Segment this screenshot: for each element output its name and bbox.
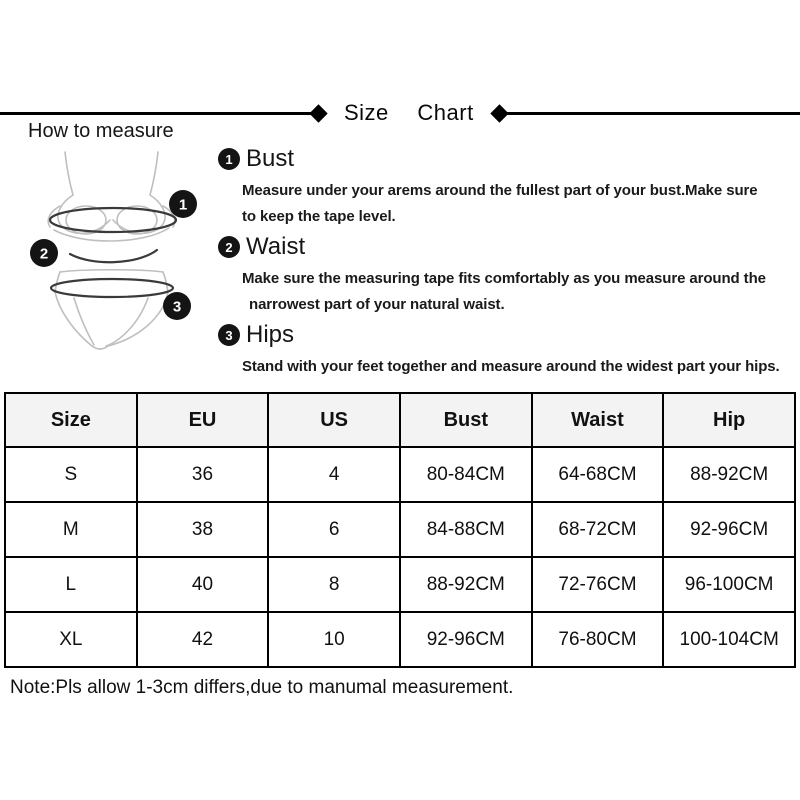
- diamond-icon: [309, 104, 327, 122]
- table-header-row: [5, 393, 795, 447]
- table-cell: 36: [137, 447, 269, 502]
- section-bust: [218, 144, 796, 230]
- figure-marker-3: [163, 292, 191, 320]
- table-cell: 76-80CM: [532, 612, 664, 667]
- size-table: [4, 392, 796, 668]
- section-hips-heading-row: [218, 320, 796, 350]
- note-text: Note:Pls allow 1-3cm differs,due to manumal measurement.: [10, 677, 514, 698]
- section-hips-line-1: Stand with your feet together and measure around the widest part your hips.: [242, 358, 780, 375]
- column-header-size: Size: [5, 393, 137, 447]
- table-cell: 96-100CM: [663, 557, 795, 612]
- section-bust-body: [242, 174, 796, 230]
- column-header-us: US: [268, 393, 400, 447]
- table-cell: 64-68CM: [532, 447, 664, 502]
- figure-marker-1: [169, 190, 197, 218]
- table-cell: 100-104CM: [663, 612, 795, 667]
- section-hips: [218, 320, 796, 380]
- table-cell: 88-92CM: [663, 447, 795, 502]
- table-row: [5, 612, 795, 667]
- table-row: [5, 447, 795, 502]
- section-waist-line-2: narrowest part of your natural waist.: [249, 296, 505, 313]
- column-header-hip: Hip: [663, 393, 795, 447]
- bikini-measure-illustration: [22, 146, 222, 354]
- section-waist: [218, 232, 796, 318]
- table-cell: 72-76CM: [532, 557, 664, 612]
- column-header-bust: Bust: [400, 393, 532, 447]
- table-cell: M: [5, 502, 137, 557]
- step-2-badge: 2: [218, 236, 240, 258]
- measure-instructions: [218, 144, 796, 382]
- section-hips-heading: Hips: [246, 321, 295, 348]
- title-rule-left: [0, 112, 312, 115]
- hip-tape-ellipse: [51, 279, 173, 297]
- svg-text:1: 1: [178, 196, 188, 214]
- step-1-badge: 1: [218, 148, 240, 170]
- how-to-measure-heading: How to measure: [28, 120, 174, 142]
- table-cell: 4: [268, 447, 400, 502]
- title-rule-right: [506, 112, 800, 115]
- section-hips-body: [242, 350, 796, 380]
- section-bust-heading: Bust: [246, 145, 295, 172]
- section-waist-line-1: Make sure the measuring tape fits comfortably as you measure around the: [242, 270, 766, 287]
- svg-text:2: 2: [39, 245, 49, 263]
- figure-marker-2: [30, 239, 58, 267]
- svg-text:3: 3: [172, 298, 182, 316]
- table-cell: 10: [268, 612, 400, 667]
- column-header-eu: EU: [137, 393, 269, 447]
- section-bust-line-1: Measure under your arems around the fullest part of your bust.Make sure: [242, 182, 758, 199]
- column-header-waist: Waist: [532, 393, 664, 447]
- waist-tape-arc: [70, 250, 157, 262]
- page-title: Size Chart: [344, 100, 474, 125]
- step-3-badge: 3: [218, 324, 240, 346]
- table-cell: 84-88CM: [400, 502, 532, 557]
- table-cell: 92-96CM: [663, 502, 795, 557]
- table-cell: XL: [5, 612, 137, 667]
- table-cell: L: [5, 557, 137, 612]
- table-row: [5, 502, 795, 557]
- table-cell: 68-72CM: [532, 502, 664, 557]
- section-bust-heading-row: [218, 144, 796, 174]
- table-cell: 40: [137, 557, 269, 612]
- table-cell: 92-96CM: [400, 612, 532, 667]
- table-row: [5, 557, 795, 612]
- table-cell: 6: [268, 502, 400, 557]
- table-cell: 8: [268, 557, 400, 612]
- table-cell: 88-92CM: [400, 557, 532, 612]
- section-waist-body: [242, 262, 796, 318]
- section-waist-heading-row: [218, 232, 796, 262]
- section-waist-heading: Waist: [246, 233, 306, 260]
- table-cell: 42: [137, 612, 269, 667]
- table-cell: 80-84CM: [400, 447, 532, 502]
- section-bust-line-2: to keep the tape level.: [242, 208, 396, 225]
- table-cell: S: [5, 447, 137, 502]
- diamond-icon: [490, 104, 508, 122]
- table-cell: 38: [137, 502, 269, 557]
